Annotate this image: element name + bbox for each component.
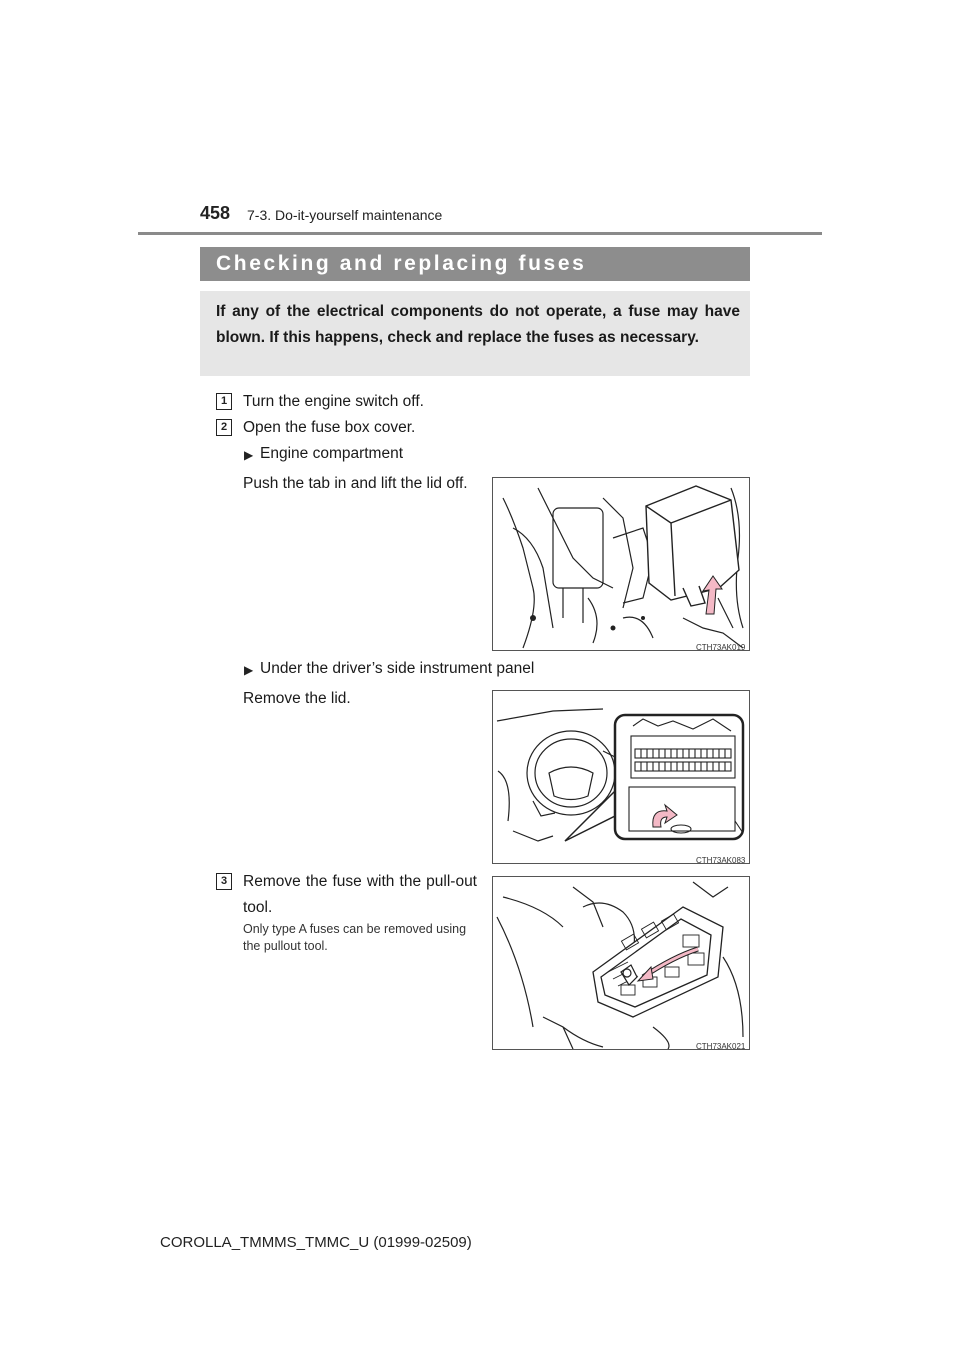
intro-text: If any of the electrical components do not operate, a fuse may have blown. If this happens, check and replace the fuses as necessary. bbox=[216, 303, 740, 346]
engine-compartment-illustration bbox=[493, 478, 749, 650]
figure-engine-compartment bbox=[492, 477, 750, 651]
header-divider bbox=[138, 232, 822, 235]
figure-fuse-box bbox=[492, 876, 750, 1050]
subitem-panel-title: Under the driver’s side instrument panel bbox=[260, 660, 535, 677]
figure-instrument-panel bbox=[492, 690, 750, 864]
subitem-engine-title: Engine compartment bbox=[260, 445, 404, 462]
step-1-text: Turn the engine switch off. bbox=[243, 393, 424, 410]
step-1-number: 1 bbox=[216, 393, 232, 410]
fuse-box-illustration bbox=[493, 877, 749, 1049]
section-title: Checking and replacing fuses bbox=[216, 252, 587, 275]
bullet-triangle-icon: ▶ bbox=[244, 663, 254, 677]
instrument-panel-illustration bbox=[493, 691, 749, 863]
step-2-number: 2 bbox=[216, 419, 232, 436]
chapter-title: 7-3. Do-it-yourself maintenance bbox=[247, 207, 443, 223]
figure-1-code: CTH73AK019 bbox=[696, 643, 746, 652]
subitem-engine-text: Push the tab in and lift the lid off. bbox=[243, 475, 468, 492]
figure-2-code: CTH73AK083 bbox=[696, 856, 746, 865]
subitem-panel-text: Remove the lid. bbox=[243, 690, 351, 707]
footer-manual-id: COROLLA_TMMMS_TMMC_U (01999-02509) bbox=[160, 1234, 472, 1251]
step-3-text: Remove the fuse with the pull-out tool. bbox=[243, 873, 477, 916]
step-3-note: Only type A fuses can be removed using the pullout tool. bbox=[243, 922, 467, 953]
bullet-triangle-icon: ▶ bbox=[244, 448, 254, 462]
intro-box bbox=[200, 291, 750, 376]
step-2-text: Open the fuse box cover. bbox=[243, 419, 416, 436]
page-number: 458 bbox=[200, 203, 231, 223]
figure-3-code: CTH73AK021 bbox=[696, 1042, 746, 1051]
step-3-number: 3 bbox=[216, 873, 232, 890]
section-heading-bar bbox=[200, 247, 750, 281]
